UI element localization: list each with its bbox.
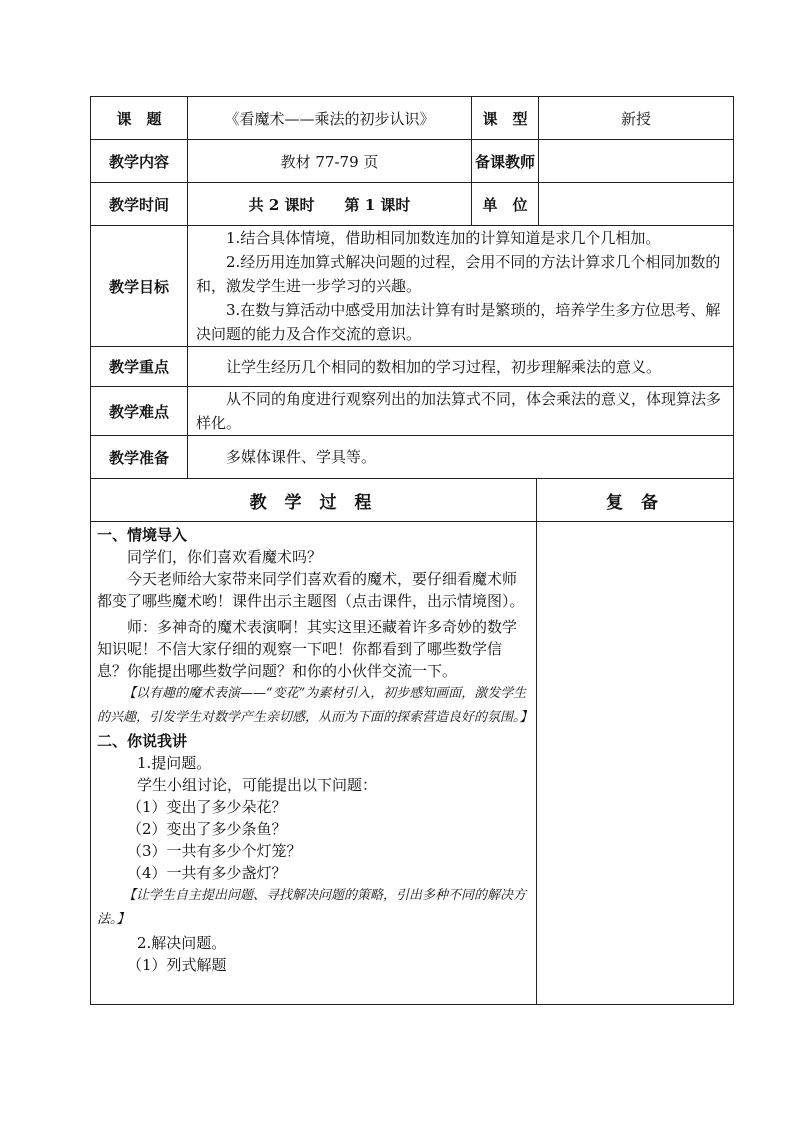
prep-text: 多媒体课件、学具等。 [226,448,377,466]
goal-item: 3.在数与算活动中感受用加法计算有时是繁琐的，培养学生多方位思考、解决问题的能力及合作交流的意识。 [196,301,721,343]
goals-content [188,226,734,347]
difficulty-text: 从不同的角度进行观察列出的加法算式不同，体会乘法的意义，体现算法多样化。 [196,390,722,432]
question-item: （4）一共有多少盏灯？ [127,864,287,882]
section2-step: （1）列式解题 [127,956,227,974]
section1-para: 师：多神奇的魔术表演啊！其实这里还藏着许多奇妙的数学知识呢！不信大家仔细的观察一下吧！你都看到了哪些数学信息？你能提出哪些数学问题？和你的小伙伴交流一下。 [97,618,518,680]
question-item: （2）变出了多少条鱼？ [127,820,287,838]
section1-para: 今天老师给大家带来同学们喜欢看的魔术，要仔细看魔术师都变了哪些魔术哟！课件出示主题图（点击课件，出示情境图）。 [97,570,525,610]
content-value: 教材 77-79 页 [188,140,472,183]
row-topic [91,97,734,140]
review-content [537,522,734,1005]
unit-value [539,183,734,226]
topic-value: 《看魔术——乘法的初步认识》 [188,97,472,140]
question-item: （3）一共有多少个灯笼？ [127,842,302,860]
goal-item: 1.结合具体情境，借助相同加数连加的计算知道是求几个几相加。 [226,229,661,247]
row-key-point [91,347,734,387]
goal-item: 2.经历用连加算式解决问题的过程，会用不同的方法计算求几个相同加数的和，激发学生进一步学习的兴趣。 [196,253,721,295]
section2-note: 【让学生自主提出问题、寻找解决问题的策略，引出多种不同的解决方法。】 [97,888,527,927]
time-label: 教学时间 [91,183,188,226]
section1-para: 同学们，你们喜欢看魔术吗？ [127,548,323,566]
content-label: 教学内容 [91,140,188,183]
row-goals [91,226,734,347]
section2-step: 2.解决问题。 [137,934,227,952]
lesson-plan-table [90,96,734,1005]
section1-title: 一、情境导入 [97,526,188,544]
process-heading: 教 学 过 程 [91,479,537,522]
goals-label: 教学目标 [91,226,188,347]
section2-para: 学生小组讨论，可能提出以下问题： [137,776,378,794]
type-label: 课 型 [472,97,539,140]
section2-title: 二、你说我讲 [97,732,188,750]
time-value: 共 2 课时 第 1 课时 [188,183,472,226]
review-heading: 复 备 [537,479,734,522]
process-content [91,522,537,1005]
row-content [91,140,734,183]
question-item: （1）变出了多少朵花？ [127,798,287,816]
key-point-label: 教学重点 [91,347,188,387]
unit-label: 单 位 [472,183,539,226]
teacher-value [539,140,734,183]
row-process-body [91,522,734,1005]
row-time [91,183,734,226]
row-difficulty [91,387,734,436]
prep-label: 教学准备 [91,436,188,479]
topic-label: 课 题 [91,97,188,140]
difficulty-label: 教学难点 [91,387,188,436]
type-value: 新授 [539,97,734,140]
key-point-text: 让学生经历几个相同的数相加的学习过程，初步理解乘法的意义。 [226,357,662,376]
row-process-header [91,479,734,522]
teacher-label: 备课教师 [472,140,539,183]
section2-step: 1.提问题。 [137,754,212,772]
row-prep [91,436,734,479]
section1-note: 【以有趣的魔术表演——“变花”为素材引入，初步感知画面，激发学生的兴趣，引发学生对数学产生亲切感，从而为下面的探索营造良好的氛围。】 [97,686,533,725]
